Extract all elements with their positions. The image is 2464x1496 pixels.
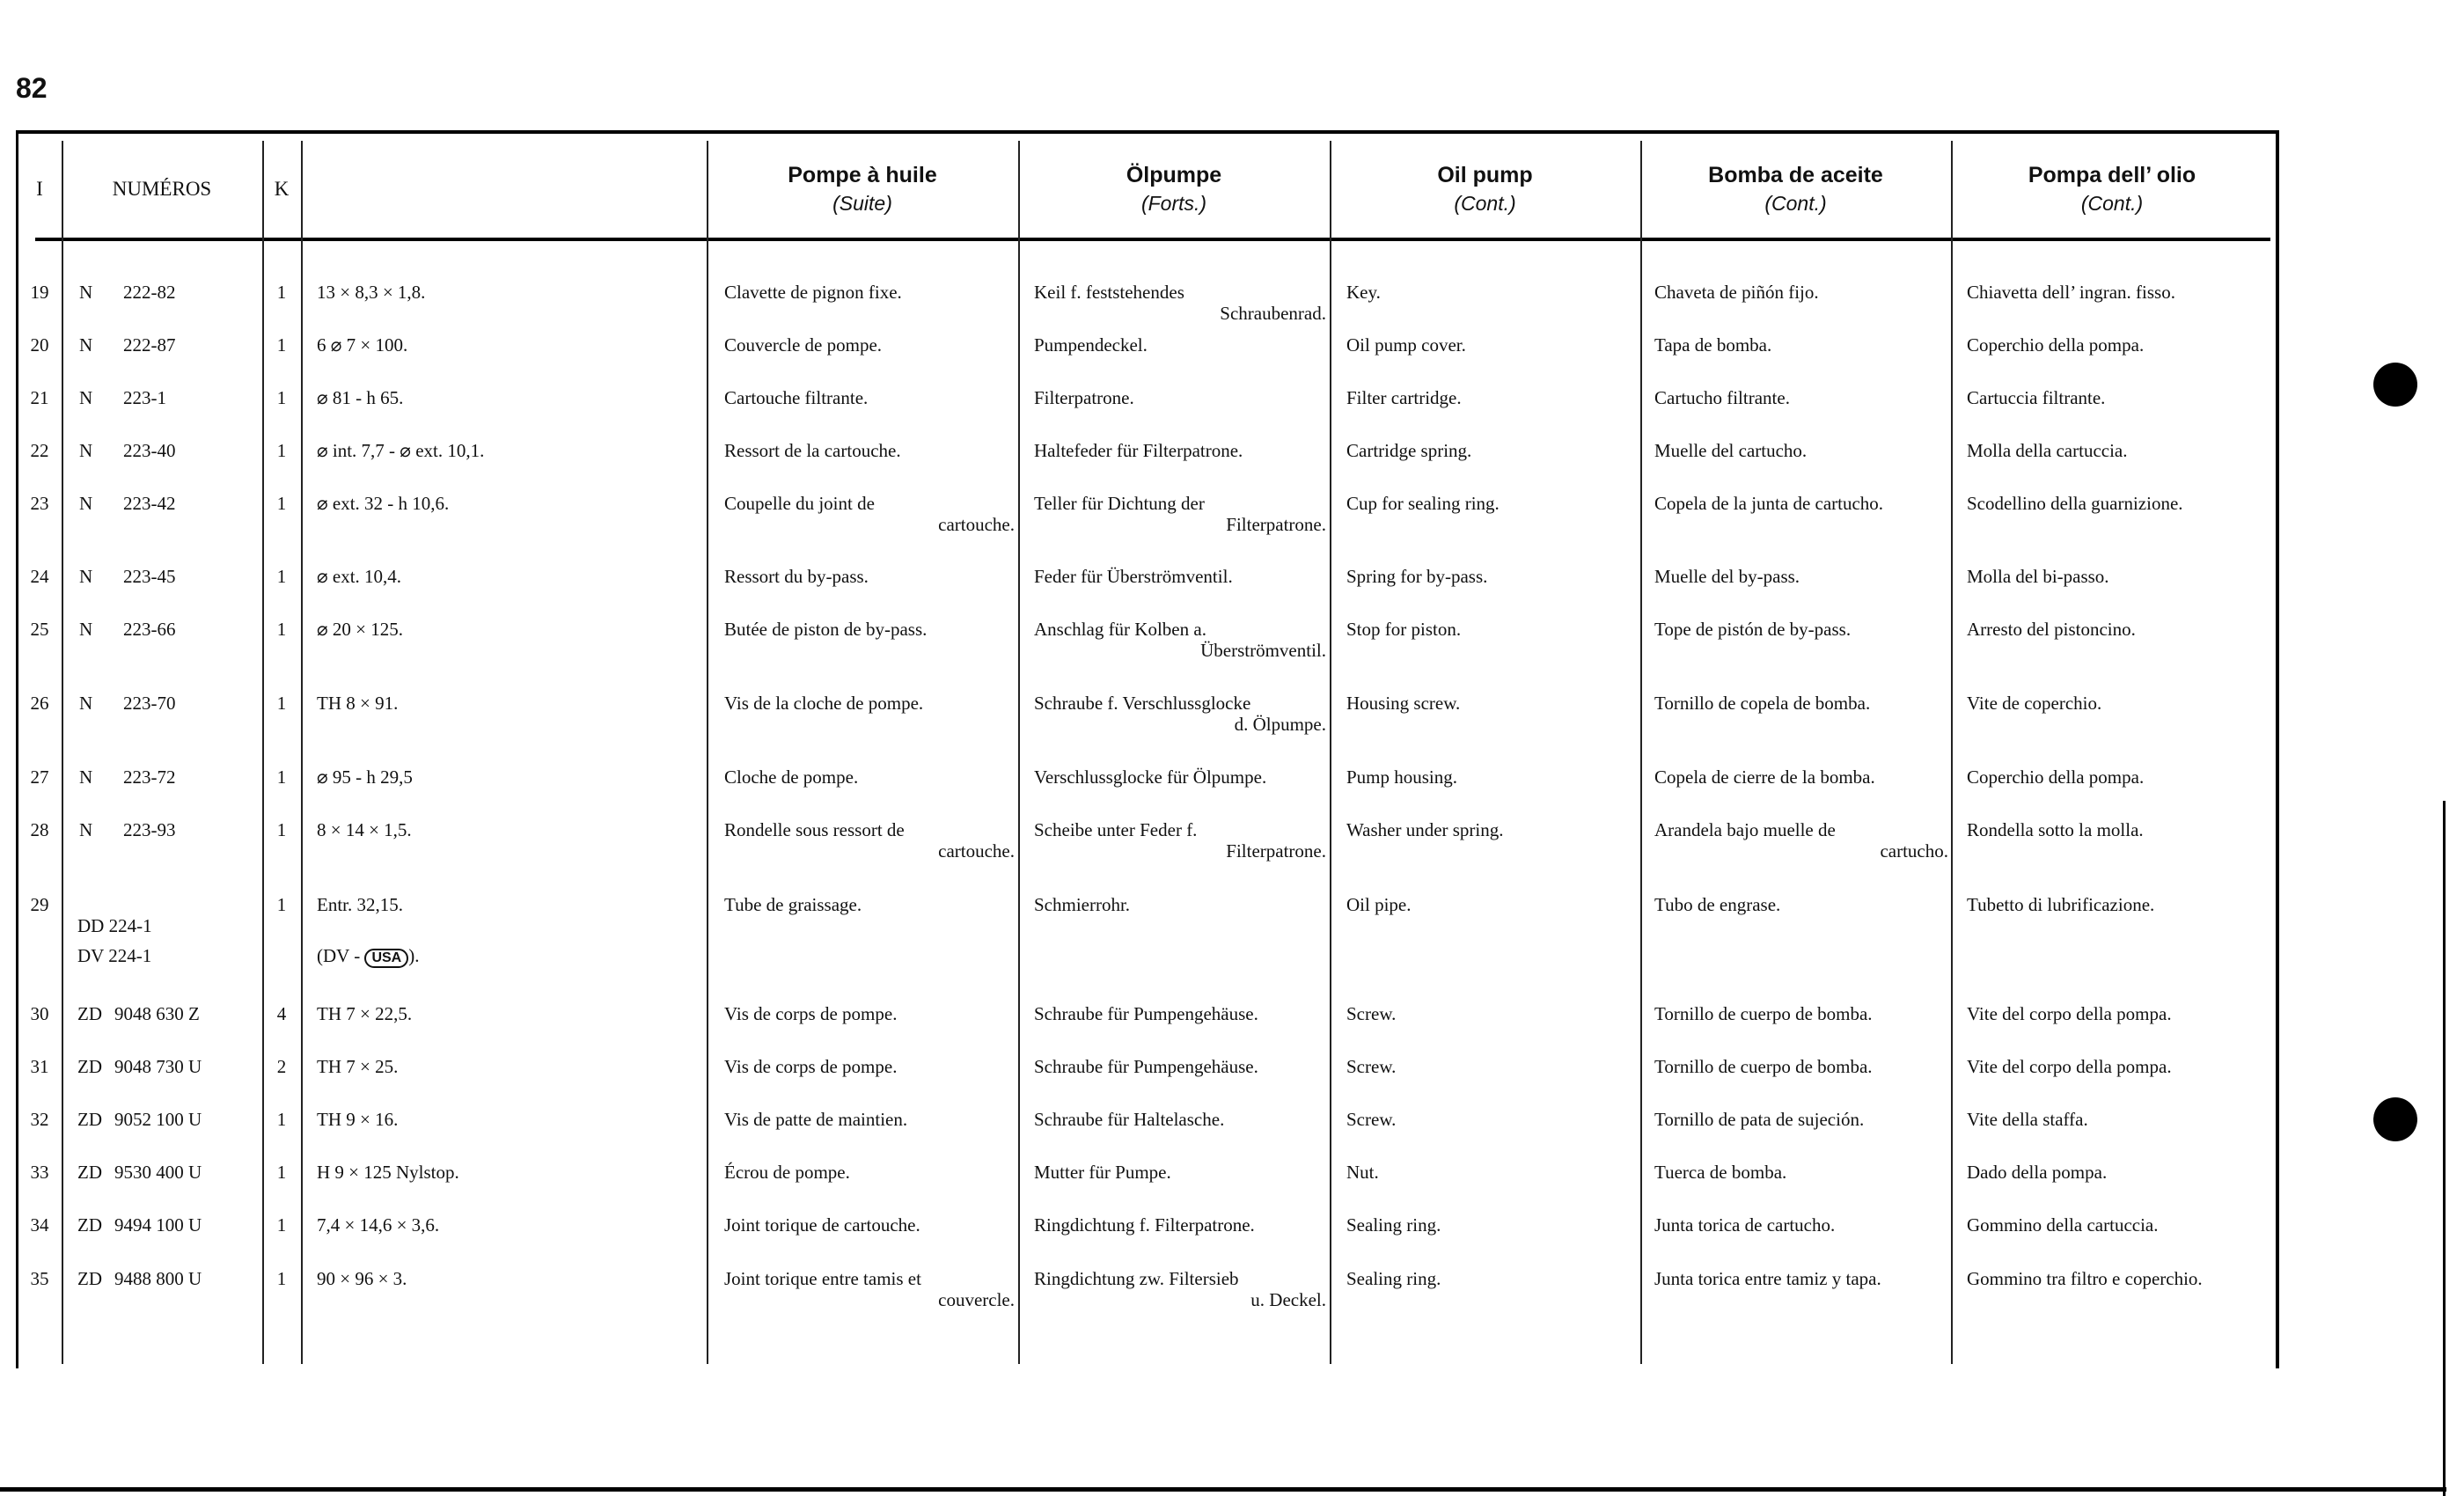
quantity: 1 xyxy=(276,619,287,640)
description-spanish-line1: Tapa de bomba. xyxy=(1654,334,1772,356)
row-index: 22 xyxy=(30,440,49,461)
row-index: 24 xyxy=(30,566,49,587)
dimensions: 6 ⌀ 7 × 100. xyxy=(317,334,408,356)
part-number: 223-93 xyxy=(123,819,176,840)
description-spanish-line1: Junta torica entre tamiz y tapa. xyxy=(1654,1268,1881,1289)
description-french xyxy=(724,566,1015,587)
part-prefix: N xyxy=(79,766,93,788)
description-italian: Gommino della cartuccia. xyxy=(1967,1214,2159,1236)
description-french-line2: cartouche. xyxy=(938,514,1015,535)
part-number-value: 9052 100 U xyxy=(114,1109,202,1130)
description-spanish xyxy=(1654,1003,1948,1024)
row-index: 30 xyxy=(30,1003,49,1024)
quantity: 2 xyxy=(276,1056,287,1077)
description-german-line1: Schmierrohr. xyxy=(1034,894,1131,915)
part-prefix: N xyxy=(79,819,93,840)
part-number-value: 9494 100 U xyxy=(114,1214,202,1236)
description-german-line1: Schraube für Haltelasche. xyxy=(1034,1109,1225,1130)
binder-hole xyxy=(2373,1097,2417,1141)
description-german-line2: u. Deckel. xyxy=(1250,1289,1326,1310)
part-prefix: N xyxy=(79,619,93,640)
description-italian: Molla del bi-passo. xyxy=(1967,566,2109,587)
description-german-line2: d. Ölpumpe. xyxy=(1234,714,1326,735)
description-french-line1: Vis de patte de maintien. xyxy=(724,1109,908,1130)
description-french xyxy=(724,334,1015,356)
description-spanish-line1: Muelle del by-pass. xyxy=(1654,566,1800,587)
dimensions: ⌀ ext. 32 - h 10,6. xyxy=(317,493,450,514)
frame-right-rule xyxy=(2276,132,2279,1368)
description-german-line1: Verschlussglocke für Ölpumpe. xyxy=(1034,766,1267,788)
part-number: 223-45 xyxy=(123,566,176,587)
dimension-note xyxy=(317,945,419,968)
header-italian-title: Pompa dell’ olio xyxy=(2028,163,2196,187)
header-french-title: Pompe à huile xyxy=(788,163,937,187)
part-number: 223-42 xyxy=(123,493,176,514)
description-spanish xyxy=(1654,566,1948,587)
part-number: 223-70 xyxy=(123,693,176,714)
row-index: 34 xyxy=(30,1214,49,1236)
description-spanish xyxy=(1654,1162,1948,1183)
part-number xyxy=(77,1214,202,1236)
description-italian: Vite del corpo della pompa. xyxy=(1967,1056,2172,1077)
description-french xyxy=(724,894,1015,915)
quantity: 1 xyxy=(276,1268,287,1289)
column-divider xyxy=(1951,141,1953,1364)
header-english xyxy=(1330,141,1640,238)
description-french xyxy=(724,619,1015,640)
description-spanish xyxy=(1654,894,1948,915)
description-french xyxy=(724,1214,1015,1236)
frame-left-rule xyxy=(16,132,18,1368)
description-english: Cup for sealing ring. xyxy=(1346,493,1500,514)
description-french xyxy=(724,1162,1015,1183)
outer-right-rule xyxy=(2443,801,2446,1496)
description-french-line2: couvercle. xyxy=(938,1289,1015,1310)
description-french-line1: Coupelle du joint de xyxy=(724,493,875,514)
description-italian: Molla della cartuccia. xyxy=(1967,440,2128,461)
description-spanish-line1: Copela de la junta de cartucho. xyxy=(1654,493,1884,514)
usa-badge: USA xyxy=(364,949,408,968)
dimensions: ⌀ 20 × 125. xyxy=(317,619,403,640)
description-spanish-line1: Tornillo de cuerpo de bomba. xyxy=(1654,1056,1873,1077)
row-index: 19 xyxy=(30,282,49,303)
row-index: 21 xyxy=(30,387,49,408)
part-prefix: N xyxy=(79,282,93,303)
description-german-line1: Scheibe unter Feder f. xyxy=(1034,819,1198,840)
description-german-line1: Ringdichtung f. Filterpatrone. xyxy=(1034,1214,1255,1236)
description-french xyxy=(724,387,1015,408)
description-french xyxy=(724,1003,1015,1024)
description-french xyxy=(724,1109,1015,1130)
description-spanish-line1: Tope de pistón de by-pass. xyxy=(1654,619,1852,640)
description-italian: Coperchio della pompa. xyxy=(1967,766,2145,788)
binder-hole xyxy=(2373,363,2417,407)
description-spanish xyxy=(1654,440,1948,461)
description-german-line1: Schraube für Pumpengehäuse. xyxy=(1034,1056,1258,1077)
column-divider xyxy=(301,141,303,1364)
description-german xyxy=(1034,1056,1326,1077)
description-spanish xyxy=(1654,493,1948,514)
quantity: 1 xyxy=(276,766,287,788)
description-german-line2: Überströmventil. xyxy=(1200,640,1326,661)
description-english: Spring for by-pass. xyxy=(1346,566,1488,587)
quantity: 4 xyxy=(276,1003,287,1024)
part-number: 223-72 xyxy=(123,766,176,788)
description-french-line1: Cartouche filtrante. xyxy=(724,387,869,408)
description-italian: Vite del corpo della pompa. xyxy=(1967,1003,2172,1024)
part-prefix: N xyxy=(79,693,93,714)
description-spanish-line1: Cartucho filtrante. xyxy=(1654,387,1790,408)
header-french-sub: (Suite) xyxy=(832,192,892,215)
description-german xyxy=(1034,566,1326,587)
row-index: 25 xyxy=(30,619,49,640)
quantity: 1 xyxy=(276,387,287,408)
description-spanish xyxy=(1654,387,1948,408)
description-french-line1: Vis de corps de pompe. xyxy=(724,1056,898,1077)
description-french-line1: Joint torique entre tamis et xyxy=(724,1268,921,1289)
row-index: 35 xyxy=(30,1268,49,1289)
row-index: 26 xyxy=(30,693,49,714)
header-english-title: Oil pump xyxy=(1437,163,1533,187)
part-number-value: 9530 400 U xyxy=(114,1162,202,1183)
part-number: 222-82 xyxy=(123,282,176,303)
description-english: Housing screw. xyxy=(1346,693,1461,714)
part-prefix: N xyxy=(79,387,93,408)
description-german xyxy=(1034,334,1326,356)
description-english: Stop for piston. xyxy=(1346,619,1462,640)
part-number: 223-66 xyxy=(123,619,176,640)
quantity: 1 xyxy=(276,819,287,840)
page-number: 82 xyxy=(16,72,48,104)
description-german-line1: Mutter für Pumpe. xyxy=(1034,1162,1171,1183)
row-index: 33 xyxy=(30,1162,49,1183)
header-german-sub: (Forts.) xyxy=(1140,192,1207,215)
header-col-numeros: NUMÉROS xyxy=(112,178,212,200)
description-german xyxy=(1034,693,1326,735)
dimensions: TH 8 × 91. xyxy=(317,693,399,714)
part-number xyxy=(77,1109,202,1130)
description-italian: Scodellino della guarnizione. xyxy=(1967,493,2183,514)
quantity: 1 xyxy=(276,1109,287,1130)
description-italian: Chiavetta dell’ ingran. fisso. xyxy=(1967,282,2175,303)
description-english: Oil pump cover. xyxy=(1346,334,1466,356)
description-french-line1: Cloche de pompe. xyxy=(724,766,859,788)
description-german xyxy=(1034,766,1326,788)
description-german-line1: Keil f. feststehendes xyxy=(1034,282,1184,303)
part-number-value: 9048 730 U xyxy=(114,1056,202,1077)
description-french-line1: Tube de graissage. xyxy=(724,894,862,915)
description-spanish-line2: cartucho. xyxy=(1880,840,1948,862)
description-french xyxy=(724,440,1015,461)
description-french-line2: cartouche. xyxy=(938,840,1015,862)
description-french xyxy=(724,1268,1015,1310)
description-spanish xyxy=(1654,819,1948,862)
dimensions: ⌀ int. 7,7 - ⌀ ext. 10,1. xyxy=(317,440,485,461)
header-english-sub: (Cont.) xyxy=(1454,192,1516,215)
description-english: Washer under spring. xyxy=(1346,819,1504,840)
description-italian: Vite della staffa. xyxy=(1967,1109,2088,1130)
row-index: 27 xyxy=(30,766,49,788)
description-french xyxy=(724,1056,1015,1077)
quantity: 1 xyxy=(276,334,287,356)
description-german xyxy=(1034,1268,1326,1310)
part-number xyxy=(77,1003,200,1024)
description-spanish-line1: Junta torica de cartucho. xyxy=(1654,1214,1836,1236)
row-index: 32 xyxy=(30,1109,49,1130)
description-italian: Vite de coperchio. xyxy=(1967,693,2102,714)
quantity: 1 xyxy=(276,282,287,303)
description-spanish xyxy=(1654,334,1948,356)
dimensions: TH 7 × 25. xyxy=(317,1056,399,1077)
part-prefix: ZD xyxy=(77,1214,102,1236)
part-prefix: ZD xyxy=(77,1162,102,1183)
description-french xyxy=(724,282,1015,303)
description-spanish-line1: Copela de cierre de la bomba. xyxy=(1654,766,1875,788)
description-english: Filter cartridge. xyxy=(1346,387,1462,408)
description-spanish xyxy=(1654,1109,1948,1130)
part-prefix: N xyxy=(79,566,93,587)
description-english: Sealing ring. xyxy=(1346,1268,1441,1289)
row-index: 23 xyxy=(30,493,49,514)
dimensions: Entr. 32,15. xyxy=(317,894,403,915)
description-spanish-line1: Tornillo de pata de sujeción. xyxy=(1654,1109,1865,1130)
description-italian: Coperchio della pompa. xyxy=(1967,334,2145,356)
column-divider xyxy=(1330,141,1331,1364)
description-german-line2: Filterpatrone. xyxy=(1226,840,1326,862)
column-divider xyxy=(707,141,708,1364)
description-german xyxy=(1034,819,1326,862)
quantity: 1 xyxy=(276,440,287,461)
description-french-line1: Ressort du by-pass. xyxy=(724,566,869,587)
dimensions: H 9 × 125 Nylstop. xyxy=(317,1162,459,1183)
description-german-line1: Schraube f. Verschlussglocke xyxy=(1034,693,1251,714)
description-french xyxy=(724,493,1015,535)
description-italian: Dado della pompa. xyxy=(1967,1162,2108,1183)
dimensions: 90 × 96 × 3. xyxy=(317,1268,407,1289)
description-french-line1: Joint torique de cartouche. xyxy=(724,1214,920,1236)
description-german-line1: Ringdichtung zw. Filtersieb xyxy=(1034,1268,1239,1289)
description-french xyxy=(724,766,1015,788)
header-italian-sub: (Cont.) xyxy=(2080,192,2144,215)
dimensions: 8 × 14 × 1,5. xyxy=(317,819,412,840)
dimensions: TH 9 × 16. xyxy=(317,1109,399,1130)
header-german xyxy=(1018,141,1330,238)
dimensions: ⌀ 81 - h 65. xyxy=(317,387,404,408)
description-spanish xyxy=(1654,1056,1948,1077)
description-german xyxy=(1034,1003,1326,1024)
description-german xyxy=(1034,1214,1326,1236)
dimensions: 13 × 8,3 × 1,8. xyxy=(317,282,426,303)
description-french-line1: Vis de la cloche de pompe. xyxy=(724,693,924,714)
description-spanish-line1: Tornillo de copela de bomba. xyxy=(1654,693,1871,714)
description-german-line1: Pumpendeckel. xyxy=(1034,334,1148,356)
description-english: Nut. xyxy=(1346,1162,1379,1183)
description-french-line1: Rondelle sous ressort de xyxy=(724,819,905,840)
description-italian: Rondella sotto la molla. xyxy=(1967,819,2144,840)
dimensions: ⌀ ext. 10,4. xyxy=(317,566,402,587)
quantity: 1 xyxy=(276,894,287,915)
dimensions: 7,4 × 14,6 × 3,6. xyxy=(317,1214,440,1236)
quantity: 1 xyxy=(276,1162,287,1183)
description-english: Sealing ring. xyxy=(1346,1214,1441,1236)
description-german-line2: Filterpatrone. xyxy=(1226,514,1326,535)
description-italian: Tubetto di lubrificazione. xyxy=(1967,894,2155,915)
quantity: 1 xyxy=(276,693,287,714)
part-number-value: 9048 630 Z xyxy=(114,1003,200,1024)
description-german-line1: Anschlag für Kolben a. xyxy=(1034,619,1206,640)
part-prefix: N xyxy=(79,334,93,356)
part-number: 223-40 xyxy=(123,440,176,461)
header-german-title: Ölpumpe xyxy=(1126,163,1222,187)
part-number xyxy=(77,1268,202,1289)
part-prefix: N xyxy=(79,493,93,514)
description-spanish xyxy=(1654,282,1948,303)
description-spanish-line1: Chaveta de piñón fijo. xyxy=(1654,282,1819,303)
description-german-line1: Teller für Dichtung der xyxy=(1034,493,1205,514)
description-spanish-line1: Arandela bajo muelle de xyxy=(1654,819,1836,840)
description-german xyxy=(1034,493,1326,535)
quantity: 1 xyxy=(276,493,287,514)
description-french-line1: Ressort de la cartouche. xyxy=(724,440,901,461)
header-rule xyxy=(35,238,2270,241)
description-french-line1: Écrou de pompe. xyxy=(724,1162,850,1183)
part-prefix: ZD xyxy=(77,1268,102,1289)
dimension-note-prefix: (DV - xyxy=(317,945,365,966)
part-number: 223-1 xyxy=(123,387,166,408)
part-prefix: ZD xyxy=(77,1056,102,1077)
part-prefix: ZD xyxy=(77,1109,102,1130)
frame-bottom-rule xyxy=(0,1487,2446,1492)
part-prefix: ZD xyxy=(77,1003,102,1024)
description-german-line1: Feder für Überströmventil. xyxy=(1034,566,1233,587)
row-index: 28 xyxy=(30,819,49,840)
description-spanish xyxy=(1654,693,1948,714)
description-german xyxy=(1034,619,1326,661)
description-italian: Cartuccia filtrante. xyxy=(1967,387,2106,408)
description-german-line1: Haltefeder für Filterpatrone. xyxy=(1034,440,1243,461)
description-italian: Arresto del pistoncino. xyxy=(1967,619,2136,640)
description-french xyxy=(724,819,1015,862)
header-french xyxy=(707,141,1018,238)
description-german-line1: Filterpatrone. xyxy=(1034,387,1134,408)
description-spanish-line1: Tornillo de cuerpo de bomba. xyxy=(1654,1003,1873,1024)
description-english: Screw. xyxy=(1346,1056,1397,1077)
row-index: 29 xyxy=(30,894,49,915)
description-english: Screw. xyxy=(1346,1109,1397,1130)
row-index: 20 xyxy=(30,334,49,356)
description-french xyxy=(724,693,1015,714)
column-divider xyxy=(62,141,63,1364)
part-number-value: 9488 800 U xyxy=(114,1268,202,1289)
dimensions: TH 7 × 22,5. xyxy=(317,1003,413,1024)
description-french-line1: Butée de piston de by-pass. xyxy=(724,619,928,640)
header-spanish xyxy=(1640,141,1951,238)
description-italian: Gommino tra filtro e coperchio. xyxy=(1967,1268,2203,1289)
header-spanish-title: Bomba de aceite xyxy=(1708,163,1883,187)
frame-top-rule xyxy=(16,130,2279,134)
description-spanish-line1: Muelle del cartucho. xyxy=(1654,440,1808,461)
part-prefix: N xyxy=(79,440,93,461)
description-german xyxy=(1034,387,1326,408)
quantity: 1 xyxy=(276,1214,287,1236)
header-col-i: I xyxy=(36,178,43,200)
description-english: Pump housing. xyxy=(1346,766,1458,788)
part-number xyxy=(77,1162,202,1183)
description-spanish xyxy=(1654,1268,1948,1289)
part-number xyxy=(77,1056,202,1077)
description-english: Key. xyxy=(1346,282,1381,303)
header-col-k: K xyxy=(274,178,290,200)
column-divider xyxy=(1018,141,1020,1364)
description-english: Screw. xyxy=(1346,1003,1397,1024)
description-german xyxy=(1034,1109,1326,1130)
description-german xyxy=(1034,282,1326,324)
description-french-line1: Clavette de pignon fixe. xyxy=(724,282,902,303)
header-spanish-sub: (Cont.) xyxy=(1764,192,1827,215)
description-german-line2: Schraubenrad. xyxy=(1220,303,1326,324)
part-number-variant: DV 224-1 xyxy=(77,945,152,966)
description-spanish-line1: Tuerca de bomba. xyxy=(1654,1162,1787,1183)
description-french-line1: Vis de corps de pompe. xyxy=(724,1003,898,1024)
description-german xyxy=(1034,894,1326,915)
dimension-note-suffix: ). xyxy=(408,945,420,966)
description-french-line1: Couvercle de pompe. xyxy=(724,334,883,356)
description-german xyxy=(1034,440,1326,461)
quantity: 1 xyxy=(276,566,287,587)
description-spanish xyxy=(1654,1214,1948,1236)
dimensions: ⌀ 95 - h 29,5 xyxy=(317,766,413,788)
part-number-variant: DD 224-1 xyxy=(77,915,152,936)
column-divider xyxy=(1640,141,1642,1364)
description-spanish-line1: Tubo de engrase. xyxy=(1654,894,1781,915)
header-italian xyxy=(1951,141,2273,238)
description-english: Oil pipe. xyxy=(1346,894,1412,915)
part-number: 222-87 xyxy=(123,334,176,356)
description-german-line1: Schraube für Pumpengehäuse. xyxy=(1034,1003,1258,1024)
description-german xyxy=(1034,1162,1326,1183)
row-index: 31 xyxy=(30,1056,49,1077)
description-spanish xyxy=(1654,766,1948,788)
description-english: Cartridge spring. xyxy=(1346,440,1472,461)
description-spanish xyxy=(1654,619,1948,640)
